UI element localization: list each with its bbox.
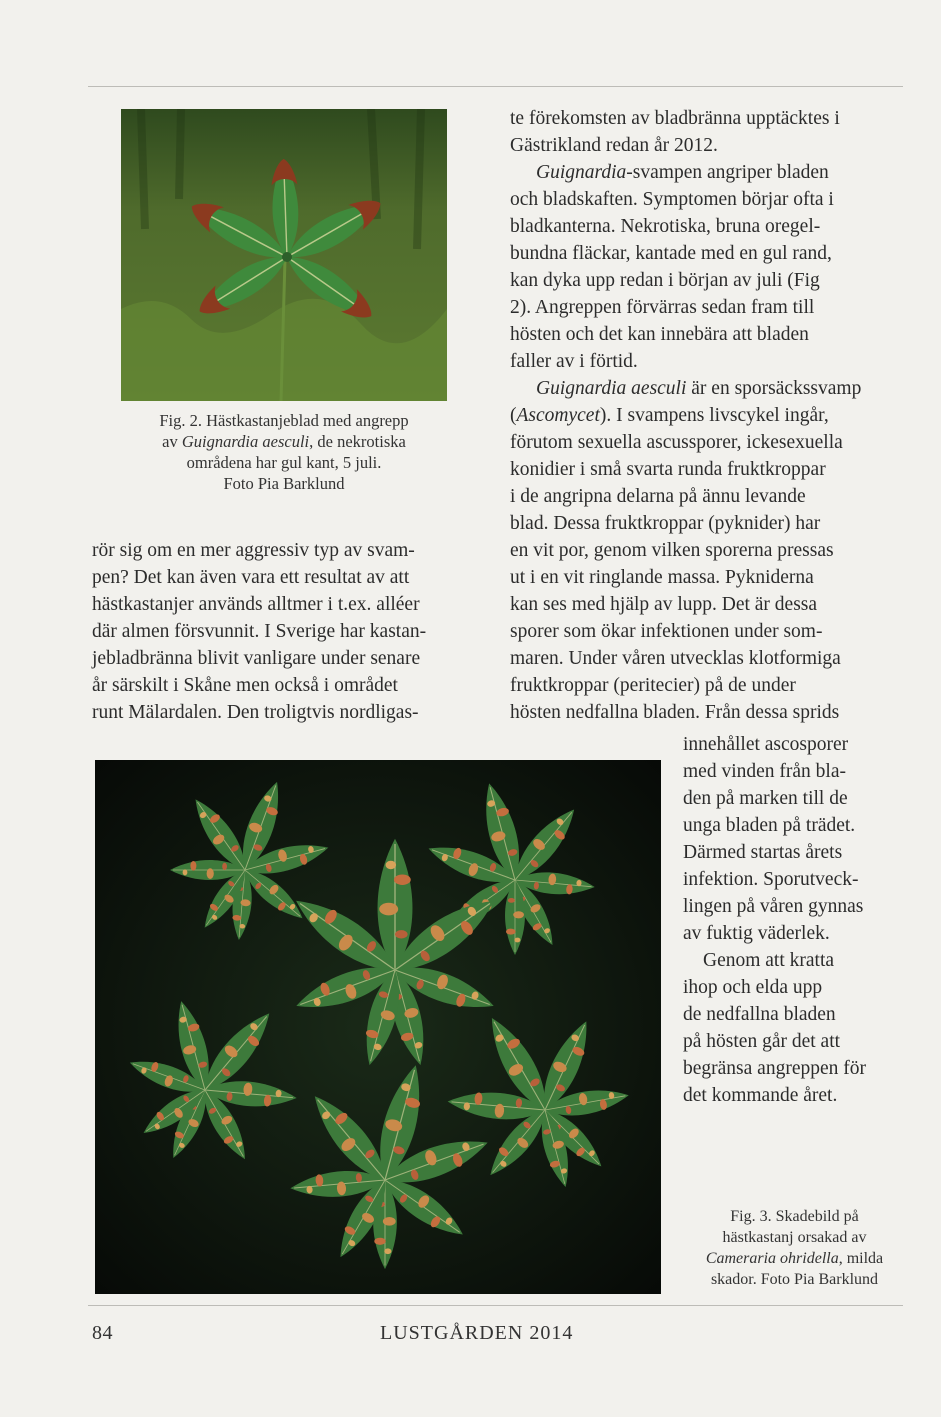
- fig3-caption-line: hästkastanj orsakad av: [722, 1229, 867, 1246]
- text-line: [510, 159, 905, 186]
- top-rule: [88, 86, 903, 87]
- text-line: runt Mälardalen. Den troligtvis nordligas-: [92, 702, 419, 723]
- text-line: [510, 375, 905, 402]
- species-name: Guignardia: [536, 162, 627, 183]
- text-line: år särskilt i Skåne men också i området: [92, 675, 398, 696]
- fig2-caption-line: områdena har gul kant, 5 juli.: [186, 453, 382, 472]
- text-line: ut i en vit ringlande massa. Pykniderna: [510, 567, 814, 588]
- journal-footer: LUSTGÅRDEN 2014: [380, 1322, 574, 1344]
- text-line: maren. Under våren utvecklas klotformiga: [510, 648, 841, 669]
- text-line: där almen försvunnit. I Sverige har kastan-: [92, 621, 427, 642]
- fig2-caption-species: Guignardia aesculi: [181, 432, 310, 451]
- text-line: Genom att kratta: [703, 950, 835, 971]
- text-line: på hösten går det att: [683, 1031, 841, 1052]
- text-line: kan ses med hjälp av lupp. Det är dessa: [510, 594, 818, 615]
- text-line: rör sig om en mer aggressiv typ av svam-: [92, 540, 415, 561]
- text-line: den på marken till de: [683, 788, 848, 809]
- fig3-caption: [672, 1206, 917, 1290]
- text-line: begränsa angreppen för: [683, 1058, 866, 1079]
- text-line: konidier i små svarta runda fruktkroppar: [510, 459, 826, 480]
- fig3-caption-species: Cameraria ohridella: [705, 1250, 839, 1267]
- species-name: Ascomycet: [516, 405, 600, 426]
- text-line: fruktkroppar (peritecier) på de under: [510, 675, 796, 696]
- text-line: bladkanterna. Nekrotiska, bruna oregel-: [510, 216, 821, 237]
- text-line: infektion. Sporutveck-: [683, 869, 859, 890]
- text-line: och bladskaften. Symptomen börjar ofta i: [510, 189, 834, 210]
- text-line: Gästrikland redan år 2012.: [510, 135, 718, 156]
- text-line: jebladbränna blivit vanligare under senare: [92, 648, 421, 669]
- text-line: i de angripna delarna på ännu levande: [510, 486, 806, 507]
- fig2-caption: [121, 410, 447, 494]
- text-line: blad. Dessa fruktkroppar (pyknider) har: [510, 513, 821, 534]
- fig2-caption-text: , de nekrotiska: [309, 432, 406, 451]
- text-line: innehållet ascosporer: [683, 734, 849, 755]
- left-column-text: [92, 537, 492, 726]
- fig2-caption-line: [121, 431, 447, 452]
- text-run: ). I svampens livscykel ingår,: [599, 405, 829, 426]
- text-line: ihop och elda upp: [683, 977, 823, 998]
- text-line: lingen på våren gynnas: [683, 896, 864, 917]
- text-line: Därmed startas årets: [683, 842, 843, 863]
- text-line: det kommande året.: [683, 1085, 838, 1106]
- species-name: Guignardia aesculi: [536, 378, 687, 399]
- text-line: en vit por, genom vilken sporerna pressas: [510, 540, 834, 561]
- text-line: faller av i förtid.: [510, 351, 638, 372]
- text-line: förutom sexuella ascussporer, ickesexuella: [510, 432, 843, 453]
- fig3-caption-line: Fig. 3. Skadebild på: [730, 1208, 859, 1225]
- text-run: är en sporsäckssvamp: [686, 378, 862, 399]
- page-number: 84: [92, 1322, 113, 1344]
- text-line: kan dyka upp redan i början av juli (Fig: [510, 270, 820, 291]
- text-line: unga bladen på trädet.: [683, 815, 856, 836]
- narrow-column-text: [683, 731, 908, 1109]
- text-line: av fuktig väderlek.: [683, 923, 830, 944]
- text-line: te förekomsten av bladbränna upptäcktes i: [510, 108, 840, 129]
- fig2-caption-line: Fig. 2. Hästkastanjeblad med angrepp: [159, 411, 409, 430]
- text-line: sporer som ökar infektionen under som-: [510, 621, 823, 642]
- text-line: hösten nedfallna bladen. Från dessa sprids: [510, 702, 840, 723]
- fig2-caption-line: Foto Pia Barklund: [223, 474, 345, 493]
- text-line: pen? Det kan även vara ett resultat av att: [92, 567, 410, 588]
- text-line: de nedfallna bladen: [683, 1004, 836, 1025]
- text-run: (: [510, 405, 517, 426]
- right-column-text: [510, 105, 905, 726]
- fig3-caption-text: , milda: [838, 1250, 884, 1267]
- fig3-caption-line: skador. Foto Pia Barklund: [710, 1271, 879, 1288]
- fig2-caption-text: av: [162, 432, 182, 451]
- text-line: hösten och det kan innebära att bladen: [510, 324, 809, 345]
- fig3-caption-line: [672, 1248, 917, 1269]
- bottom-rule: [88, 1305, 903, 1306]
- fig2-photo: [121, 109, 447, 401]
- text-line: med vinden från bla-: [683, 761, 846, 782]
- text-line: bundna fläckar, kantade med en gul rand,: [510, 243, 832, 264]
- fig3-photo: [95, 760, 661, 1294]
- text-line: 2). Angreppen förvärras sedan fram till: [510, 297, 815, 318]
- text-line: [510, 402, 905, 429]
- text-line: hästkastanjer används alltmer i t.ex. alléer: [92, 594, 420, 615]
- text-run: -svampen angriper bladen: [626, 162, 829, 183]
